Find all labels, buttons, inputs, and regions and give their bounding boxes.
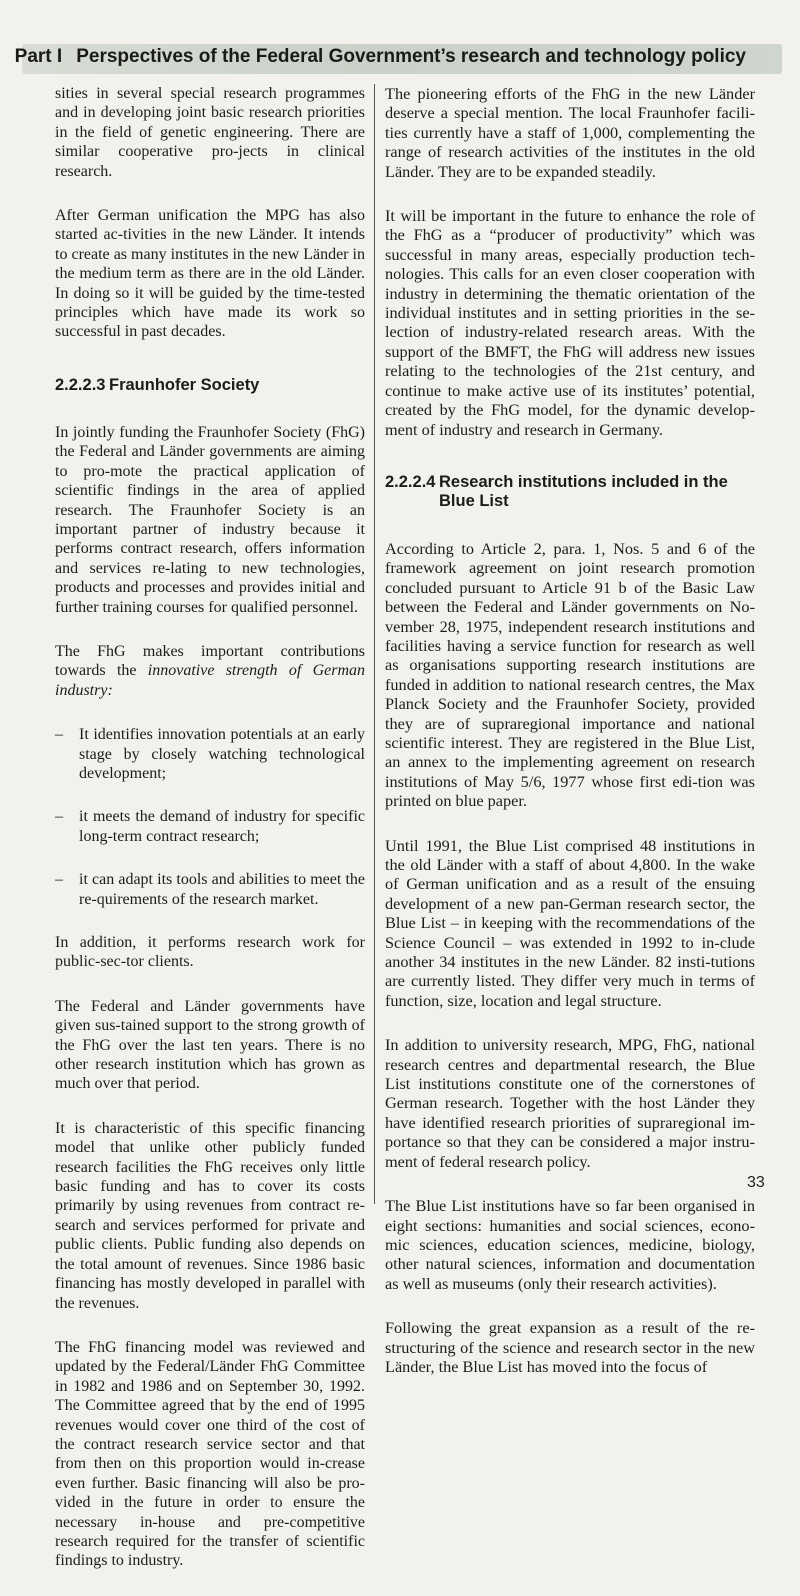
- section-heading-fraunhofer: [55, 376, 365, 395]
- paragraph-intro-list: [55, 642, 365, 700]
- part-header-banner: [14, 44, 782, 74]
- contribution-list: [55, 725, 365, 909]
- section-title-line1: Research institutions included in the: [439, 472, 728, 491]
- list-item-text: it can adapt its tools and abilities to meet the re-quirements of the research market.: [79, 871, 365, 908]
- paragraph: The Federal and Länder governments have given sus-tained support to the strong growth of the FhG over the last ten years. There is no other research institution which has grown as much over that period.: [55, 997, 365, 1093]
- paragraph: The FhG financing model was reviewed and updated by the Federal/Länder FhG Committee in 1982 and 1986 and on September 30, 1992. The Committee agreed that by the end of 1995 revenues would cover one third of the cost of the contract research service sector and that from then on this proportion would in-crease even further. Basic financing will also be pro-vided in the future in order to ensure the necessary in-house and pre-competitive research required for the transfer of scientific findings to industry.: [55, 1338, 365, 1570]
- right-column: [385, 84, 755, 1401]
- paragraph: In addition, it performs research work for public-sec-tor clients.: [55, 934, 365, 971]
- paragraph: In addition to university research, MPG, FhG, national research centres and departmental research, the Blue List institutions constitute one of the cornerstones of German research. Together with the host Länder they have identified research priorities of supraregional im-portance so that they can be considered a major instru-ment of federal research policy.: [385, 1035, 755, 1171]
- list-item: [55, 870, 365, 909]
- paragraph: Until 1991, the Blue List comprised 48 institutions in the old Länder with a staff of about 4,800. In the wake of German unification and as a result of the ensuing development of a new pan-German research sector, the Blue List – in keeping with the recommendations of the Science Council – was extended in 1992 to in-clude another 34 institutes in the new Länder. 82 insti-tutions are currently listed. They differ very much in terms of function, size, location and legal structure.: [385, 835, 755, 1010]
- column-divider: [374, 84, 375, 1204]
- paragraph: The Blue List institutions have so far been organised in eight sections: humanities and social sciences, econo-mic sciences, education sciences, medicine, biology, other natural sciences, information and documentation as well as museums (only their research activities).: [385, 1196, 755, 1293]
- list-item-text: It identifies innovation potentials at an early stage by closely watching technological development;: [79, 726, 365, 782]
- paragraph: After German unification the MPG has also started ac-tivities in the new Länder. It intends to create as many institutes in the new Länder in the medium term as there are in the old Länder. In doing so it will be guided by the time-tested principles which have made its work so successful in past decades.: [55, 207, 365, 341]
- part-label: Part I: [14, 46, 63, 67]
- section-title: Fraunhofer Society: [109, 375, 260, 394]
- paragraph: It will be important in the future to enhance the role of the FhG as a “producer of productivity” which was successful in many areas, especially production tech-nologies. This calls for an even closer cooperation with industry in determining the thematic orientation of the individual institutes and in setting priorities in the se-lection of industry-related research areas. With the support of the BMFT, the FhG will address new issues relating to the technologies of the 21st century, and continue to make active use of its institutes’ potential, created by the FhG model, for the dynamic develop-ment of industry and research in Germany.: [385, 206, 755, 439]
- dash-marker: –: [55, 726, 63, 744]
- dash-marker: –: [55, 871, 63, 889]
- left-column: [55, 84, 365, 1596]
- emphasis-text: innovative strength of German industry:: [55, 662, 366, 699]
- part-title: Perspectives of the Federal Government’s research and technology policy: [76, 46, 746, 67]
- dash-marker: –: [55, 808, 63, 826]
- part-header: [15, 46, 746, 68]
- page-number: 33: [747, 1174, 765, 1191]
- section-title-line2: Blue List: [439, 491, 509, 510]
- paragraph: The pioneering efforts of the FhG in the new Länder deserve a special mention. The local Fraunhofer facili-ties currently have a staff of 1,000, complementing the range of research activities of the institutes in the old Länder. They are to be expanded steadily.: [385, 84, 755, 181]
- paragraph: It is characteristic of this specific financing model that unlike other publicly funded research facilities the FhG receives only little basic funding and has to cover its costs primarily by using revenues from contract re-search and services performed for private and public clients. Public funding also depends on the total amount of revenues. Since 1986 basic financing has mostly developed in parallel with the revenues.: [55, 1119, 365, 1312]
- section-number: 2.2.2.4: [385, 472, 436, 491]
- paragraph: sities in several special research programmes and in developing joint basic research priorities in the field of genetic engineering. There are similar cooperative pro-jects in clinical research.: [55, 85, 365, 180]
- section-heading-blue-list: [385, 473, 755, 511]
- list-item: [55, 725, 365, 783]
- paragraph: According to Article 2, para. 1, Nos. 5 and 6 of the framework agreement on joint research promotion concluded pursuant to Article 91 b of the Basic Law between the Federal and Länder governments on No-vember 28, 1975, independent research institutions and facilities having a service function for research as well as organisations supporting research institutions are funded in addition to national research centres, the Max Planck Society and the Fraunhofer Society, provided they are of supraregional importance and national scientific interest. They are registered in the Blue List, an annex to the implementing agreement on research institutions of May 5/6, 1977 whose first edi-tion was printed on blue paper.: [385, 538, 755, 811]
- list-item: [55, 807, 365, 846]
- list-item-text: it meets the demand of industry for specific long-term contract research;: [79, 808, 365, 845]
- paragraph-text: The FhG makes important contributions towards the: [55, 642, 365, 680]
- section-number: 2.2.2.3: [55, 375, 106, 394]
- paragraph: In jointly funding the Fraunhofer Society (FhG) the Federal and Länder governments are aiming to pro-mote the practical application of scientific findings in the area of applied research. The Fraunhofer Society is an important partner of industry because it performs contract research, offers information and services re-lating to new technologies, products and processes and provides initial and further training courses for qualified personnel.: [55, 423, 365, 616]
- paragraph: Following the great expansion as a result of the re-structuring of the science and research sector in the new Länder, the Blue List has moved into the focus of: [385, 1318, 755, 1376]
